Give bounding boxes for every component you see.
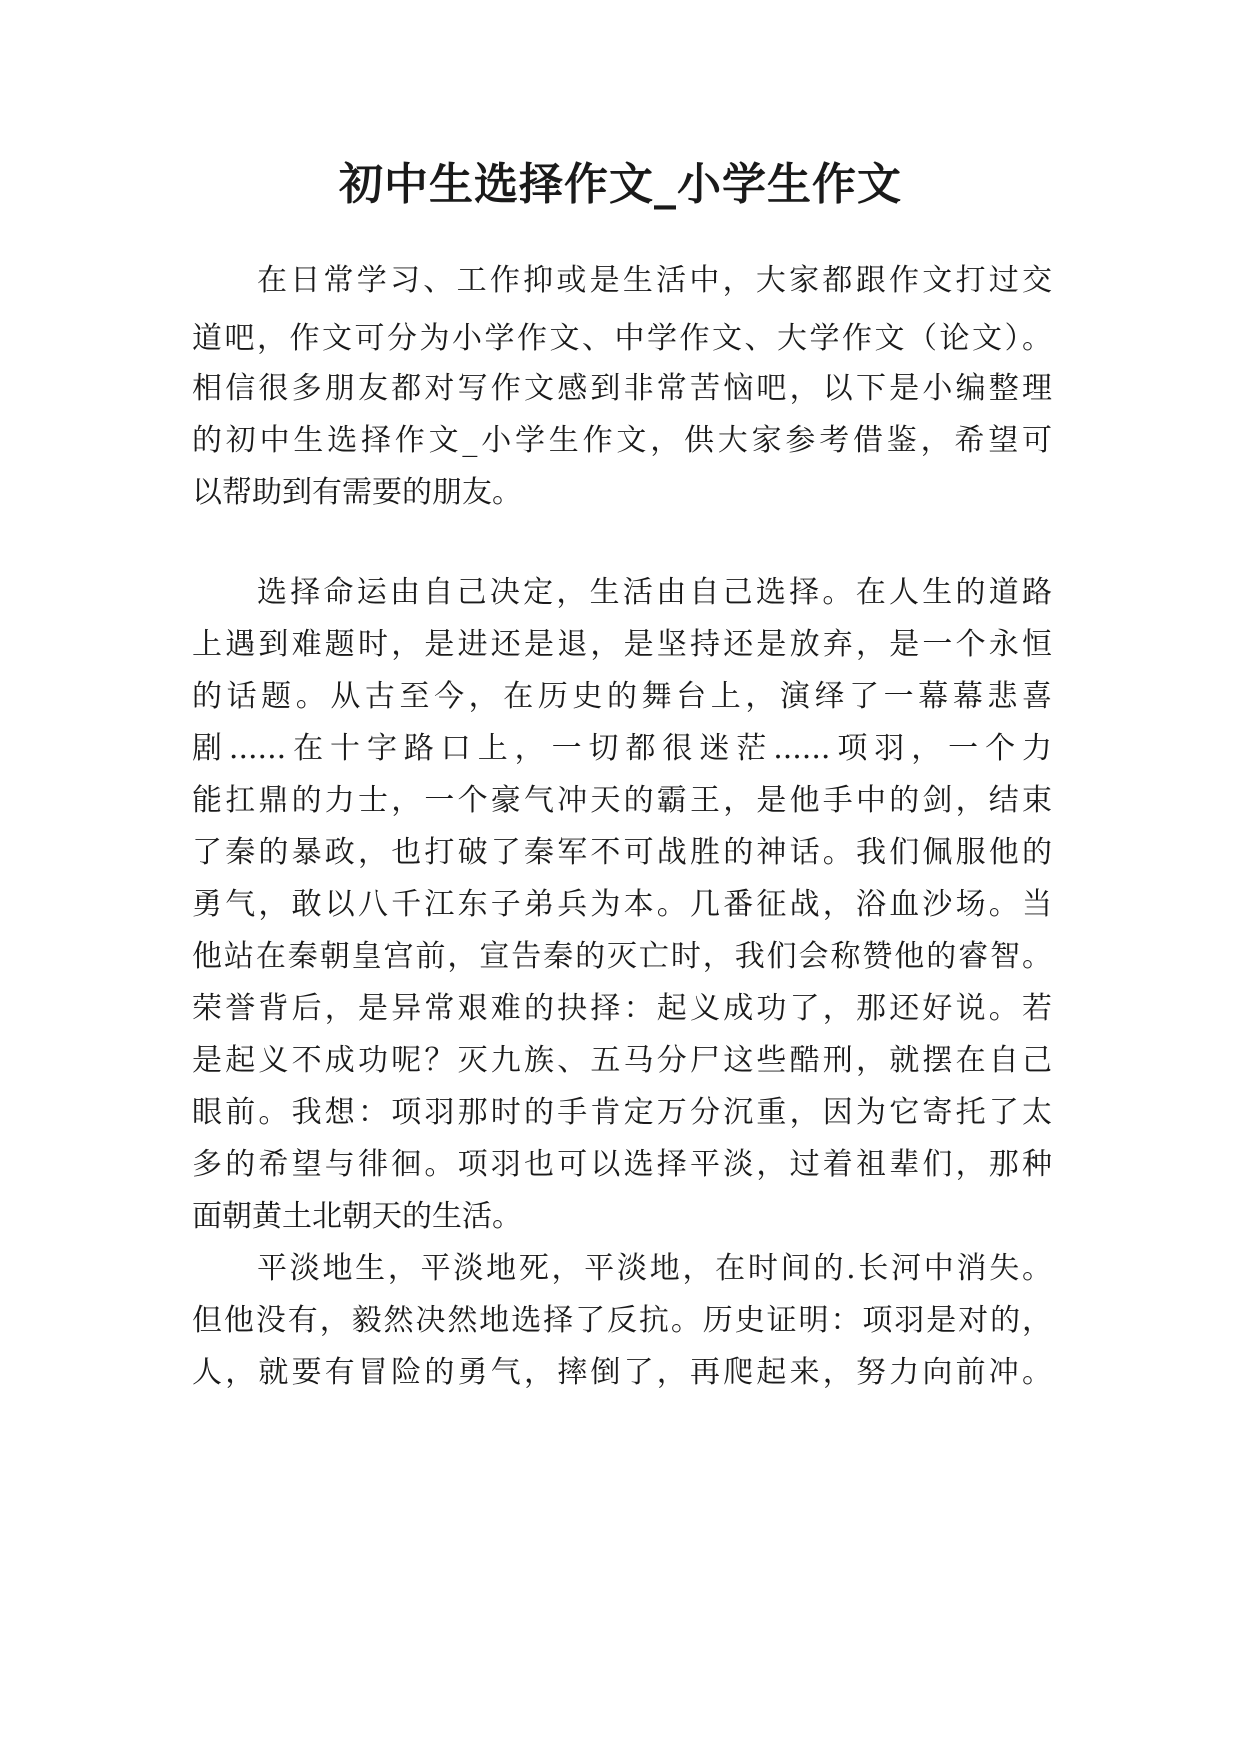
- paragraph-line: 选择命运由自己决定，生活由自己选择。在人生的道路: [257, 575, 1052, 610]
- paragraph-line: 剧......在十字路口上，一切都很迷茫......项羽，一个力: [192, 731, 1052, 766]
- paragraph-line: 勇气，敢以八千江东子弟兵为本。几番征战，浴血沙场。当: [192, 887, 1052, 922]
- document-title: 初中生选择作文_小学生作文: [339, 159, 902, 210]
- paragraph-line: 在日常学习、工作抑或是生活中，大家都跟作文打过交: [257, 263, 1052, 298]
- paragraph-line: 的话题。从古至今，在历史的舞台上，演绎了一幕幕悲喜: [192, 679, 1052, 714]
- paragraph-line: 平淡地生，平淡地死，平淡地，在时间的.长河中消失。: [257, 1251, 1052, 1286]
- paragraph-line: 相信很多朋友都对写作文感到非常苦恼吧，以下是小编整理: [192, 371, 1052, 406]
- paragraph-line: 但他没有，毅然决然地选择了反抗。历史证明：项羽是对的，: [192, 1303, 1052, 1338]
- paragraph-line: 了秦的暴政，也打破了秦军不可战胜的神话。我们佩服他的: [192, 835, 1052, 870]
- paragraph-line: 上遇到难题时，是进还是退，是坚持还是放弃，是一个永恒: [192, 627, 1052, 662]
- paragraph-line: 以帮助到有需要的朋友。: [192, 475, 522, 510]
- paragraph-line: 是起义不成功呢？灭九族、五马分尸这些酷刑，就摆在自己: [192, 1043, 1052, 1078]
- paragraph-line: 眼前。我想：项羽那时的手肯定万分沉重，因为它寄托了太: [192, 1095, 1052, 1130]
- paragraph-line: 人，就要有冒险的勇气，摔倒了，再爬起来，努力向前冲。: [192, 1355, 1052, 1390]
- paragraph-line: 的初中生选择作文_小学生作文，供大家参考借鉴，希望可: [192, 423, 1052, 458]
- paragraph-line: 荣誉背后，是异常艰难的抉择：起义成功了，那还好说。若: [192, 991, 1052, 1026]
- paragraph-line: 多的希望与徘徊。项羽也可以选择平淡，过着祖辈们，那种: [192, 1147, 1052, 1182]
- paragraph-line: 道吧，作文可分为小学作文、中学作文、大学作文（论文）。: [192, 321, 1052, 356]
- paragraph-line: 能扛鼎的力士，一个豪气冲天的霸王，是他手中的剑，结束: [192, 783, 1052, 818]
- paragraph-line: 他站在秦朝皇宫前，宣告秦的灭亡时，我们会称赞他的睿智。: [192, 939, 1052, 974]
- paragraph-line: 面朝黄土北朝天的生活。: [192, 1199, 522, 1234]
